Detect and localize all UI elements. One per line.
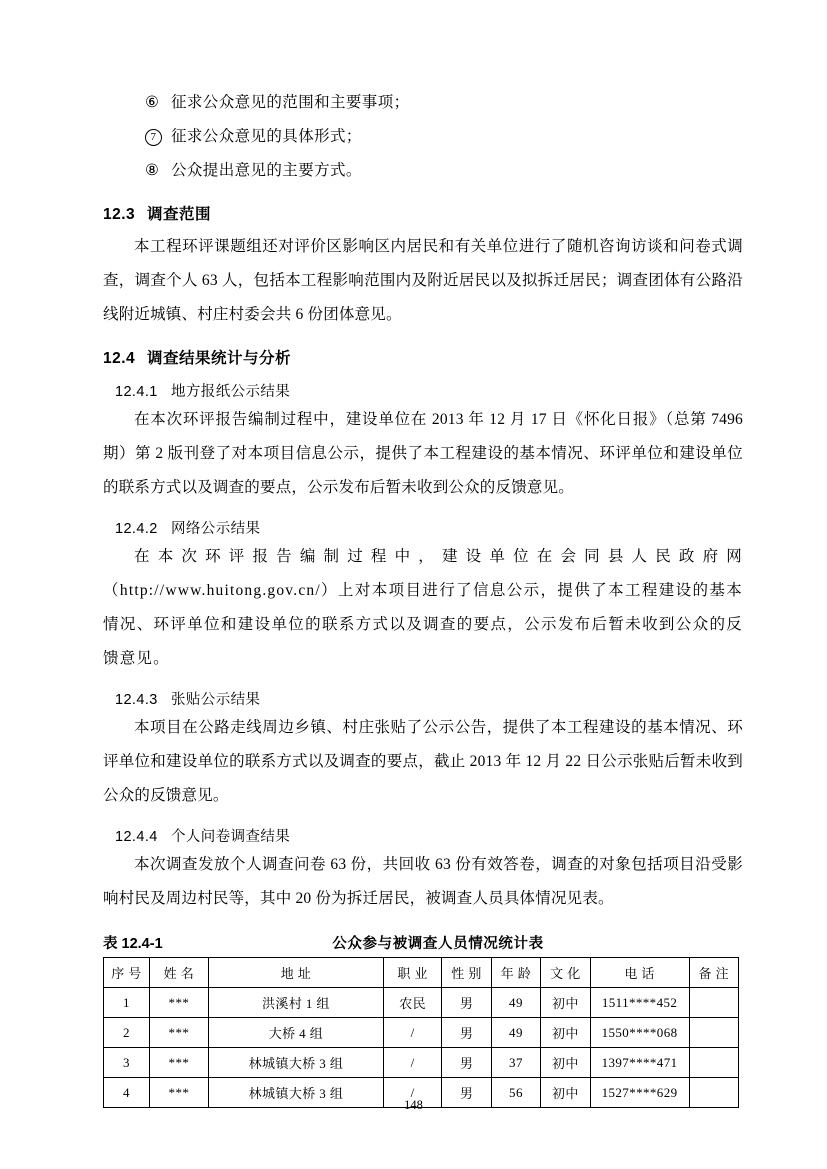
cell-education: 初中 xyxy=(541,1018,590,1048)
cell-address: 大桥 4 组 xyxy=(208,1018,383,1048)
subsection-heading-12-4-3 xyxy=(115,688,743,709)
paragraph: 本工程环评课题组还对评价区影响区内居民和有关单位进行了随机咨询访谈和问卷式调查，调查个人 63 人，包括本工程影响范围内及附近居民以及拟拆迁居民；调查团体有公路沿线附近城镇、村庄村委会共 6 份团体意见。 xyxy=(103,238,743,323)
cell-age: 49 xyxy=(491,1018,540,1048)
survey-table xyxy=(103,957,739,1108)
list-item-text: 公众提出意见的主要方式。 xyxy=(171,162,362,179)
cell-remark xyxy=(689,988,738,1018)
cell-age: 49 xyxy=(491,988,540,1018)
column-header-remark: 备 注 xyxy=(689,958,738,988)
table-caption xyxy=(103,932,743,953)
column-header-index: 序 号 xyxy=(104,958,150,988)
cell-phone: 1527****629 xyxy=(590,1078,689,1108)
section-title: 调查结果统计与分析 xyxy=(147,350,292,367)
column-header-education: 文 化 xyxy=(541,958,590,988)
table-caption-title: 公众参与被调查人员情况统计表 xyxy=(332,936,544,952)
column-header-name: 姓 名 xyxy=(149,958,208,988)
cell-name: *** xyxy=(149,1048,208,1078)
subsection-title: 张贴公示结果 xyxy=(171,692,261,708)
table-caption-label: 表 12.4-1 xyxy=(103,936,163,952)
cell-index: 4 xyxy=(104,1078,150,1108)
cell-name: *** xyxy=(149,1078,208,1108)
list-item xyxy=(145,154,743,188)
list-marker: ⑧ xyxy=(145,162,160,179)
cell-remark xyxy=(689,1048,738,1078)
subsection-number: 12.4.3 xyxy=(115,692,158,708)
list-marker: ⑥ xyxy=(145,94,160,111)
section-number: 12.4 xyxy=(103,350,136,367)
cell-occupation: 农民 xyxy=(383,988,441,1018)
cell-education: 初中 xyxy=(541,988,590,1018)
subsection-title: 网络公示结果 xyxy=(171,521,261,537)
paragraph: 在本次环评报告编制过程中，建设单位在会同县人民政府网（http://www.huitong.gov.cn/）上对本项目进行了信息公示，提供了本工程建设的基本情况、环评单位和建设单位的联系方式以及调查的要点，公示发布后暂未收到公众的反馈意见。 xyxy=(103,548,743,667)
subsection-heading-12-4-4 xyxy=(115,825,743,846)
cell-education: 初中 xyxy=(541,1078,590,1108)
cell-remark xyxy=(689,1018,738,1048)
paragraph: 在本次环评报告编制过程中，建设单位在 2013 年 12 月 17 日《怀化日报》（总第 7496 期）第 2 版刊登了对本项目信息公示，提供了本工程建设的基本情况、环评单位和建设单位的联系方式以及调查的要点，公示发布后暂未收到公众的反馈意见。 xyxy=(103,411,743,496)
column-header-address: 地 址 xyxy=(208,958,383,988)
column-header-age: 年 龄 xyxy=(491,958,540,988)
table-row xyxy=(104,988,739,1018)
page-number: 148 xyxy=(404,1098,423,1112)
cell-address: 林城镇大桥 3 组 xyxy=(208,1078,383,1108)
section-number: 12.3 xyxy=(103,206,136,223)
table-row xyxy=(104,1018,739,1048)
cell-address: 林城镇大桥 3 组 xyxy=(208,1048,383,1078)
section-heading-12-3 xyxy=(103,202,743,224)
subsection-number: 12.4.2 xyxy=(115,521,158,537)
paragraph: 本次调查发放个人调查问卷 63 份，共回收 63 份有效答卷，调查的对象包括项目沿受影响村民及周边村民等，其中 20 份为拆迁居民，被调查人员具体情况见表。 xyxy=(103,856,743,907)
subsection-heading-12-4-1 xyxy=(115,380,743,401)
subsection-title: 个人问卷调查结果 xyxy=(171,829,291,845)
table-header-row xyxy=(104,958,739,988)
cell-name: *** xyxy=(149,988,208,1018)
list-item xyxy=(145,86,743,120)
subsection-title: 地方报纸公示结果 xyxy=(171,384,291,400)
list-item-text: 征求公众意见的范围和主要事项； xyxy=(171,94,410,111)
cell-index: 1 xyxy=(104,988,150,1018)
subsection-number: 12.4.1 xyxy=(115,384,158,400)
cell-phone: 1397****471 xyxy=(590,1048,689,1078)
cell-occupation: / xyxy=(383,1048,441,1078)
cell-index: 2 xyxy=(104,1018,150,1048)
subsection-number: 12.4.4 xyxy=(115,829,158,845)
cell-age: 56 xyxy=(491,1078,540,1108)
list-item-text: 征求公众意见的具体形式； xyxy=(171,128,362,145)
cell-index: 3 xyxy=(104,1048,150,1078)
cell-occupation: / xyxy=(383,1078,441,1108)
subsection-heading-12-4-2 xyxy=(115,517,743,538)
section-title: 调查范围 xyxy=(147,206,212,223)
cell-education: 初中 xyxy=(541,1048,590,1078)
cell-gender: 男 xyxy=(442,988,491,1018)
cell-gender: 男 xyxy=(442,1078,491,1108)
cell-address: 洪溪村 1 组 xyxy=(208,988,383,1018)
column-header-occupation: 职 业 xyxy=(383,958,441,988)
cell-gender: 男 xyxy=(442,1048,491,1078)
cell-name: *** xyxy=(149,1018,208,1048)
cell-occupation: / xyxy=(383,1018,441,1048)
table-row xyxy=(104,1048,739,1078)
cell-gender: 男 xyxy=(442,1018,491,1048)
paragraph: 本项目在公路走线周边乡镇、村庄张贴了公示公告，提供了本工程建设的基本情况、环评单位和建设单位的联系方式以及调查的要点，截止 2013 年 12 月 22 日公示张贴后暂未收到公众的反馈意见。 xyxy=(103,719,743,804)
list-item xyxy=(145,120,743,154)
cell-phone: 1550****068 xyxy=(590,1018,689,1048)
cell-phone: 1511****452 xyxy=(590,988,689,1018)
column-header-phone: 电 话 xyxy=(590,958,689,988)
page-content xyxy=(103,86,743,1108)
column-header-gender: 性 别 xyxy=(442,958,491,988)
cell-age: 37 xyxy=(491,1048,540,1078)
list-marker: 7 xyxy=(145,120,171,154)
section-heading-12-4 xyxy=(103,346,743,368)
